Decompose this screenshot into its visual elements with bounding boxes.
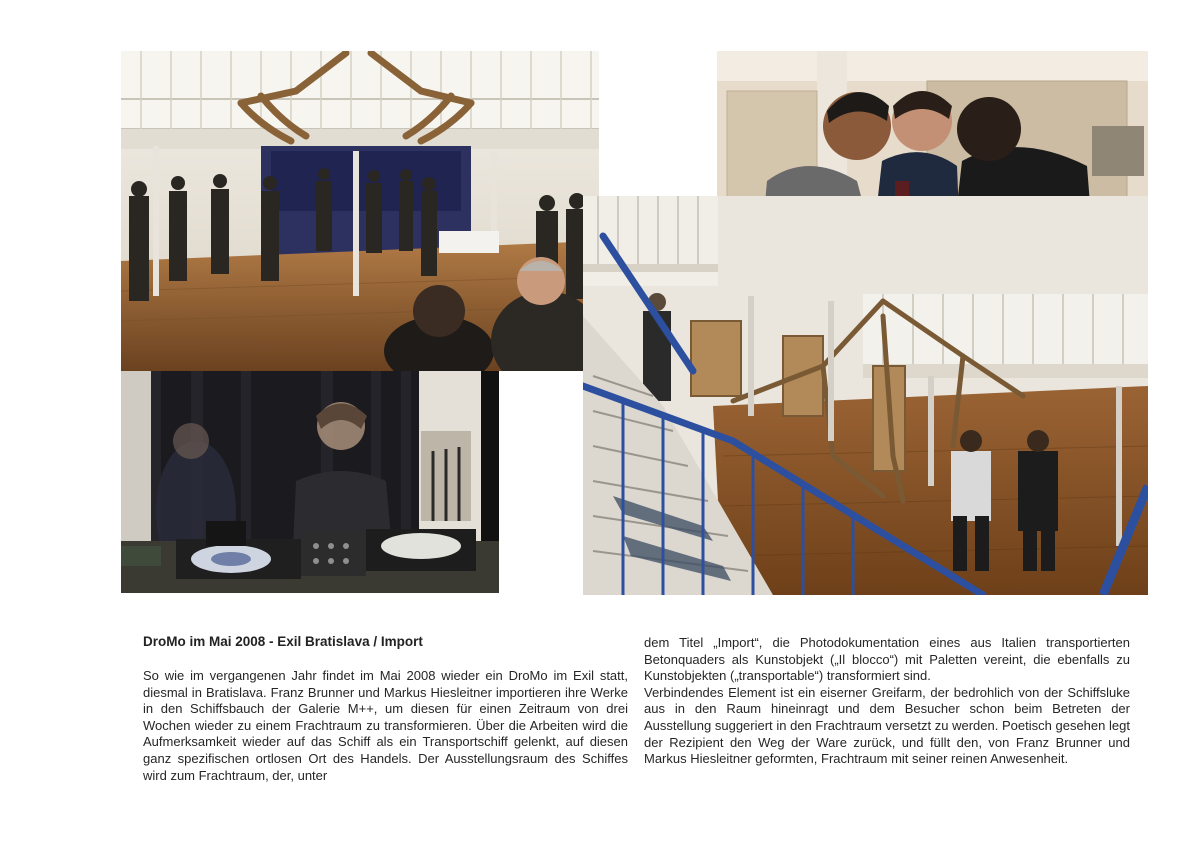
article-paragraph: dem Titel „Import“, die Photodokumentation eines aus Italien transportierten Betonquaders als Kunstobjekt („Il blocco“) mit Paletten vereint, die ebenfalls zu Kunstobjekten („transportable“) transformiert sind. (644, 635, 1130, 684)
photo-gallery-hall (121, 51, 599, 371)
photo-dj-performance (121, 371, 499, 593)
photo-stair-view (583, 196, 1148, 595)
article-title: DroMo im Mai 2008 - Exil Bratislava / Import (143, 634, 423, 649)
article-column-left (143, 668, 628, 784)
gallery-hall-illustration (121, 51, 599, 371)
dj-performance-illustration (121, 371, 499, 593)
article-column-right (644, 635, 1130, 768)
article-paragraph: Verbindendes Element ist ein eiserner Greifarm, der bedrohlich von der Schiffsluke aus in den Raum hineinragt und dem Besucher schon beim Betreten der Ausstellung suggeriert in den Frachtraum versetzt zu werden. Poetisch gesehen legt der Rezipient den Weg der Ware zurück, und füllt den, von Franz Brunner und Markus Hiesleitner geformten, Frachtraum mit seiner reinen Anwesenheit. (644, 684, 1130, 767)
article-paragraph: So wie im vergangenen Jahr findet im Mai 2008 wieder ein DroMo im Exil statt, diesmal in Bratislava. Franz Brunner und Markus Hiesleitner importieren ihre Werke in den Schiffsbauch der Galerie M++, um diesen für einen Zeitraum von drei Wochen wieder zu einem Frachtraum zu transformieren. Über die Arbeiten wird die Aufmerksamkeit wieder auf das Schiff als ein Transportschiff gelenkt, auf diesen ganz spezifischen ortlosen Ort des Handels. Der Ausstellungsraum des Schiffes wird zum Frachtraum, der, unter (143, 668, 628, 783)
stair-view-illustration (583, 196, 1148, 595)
